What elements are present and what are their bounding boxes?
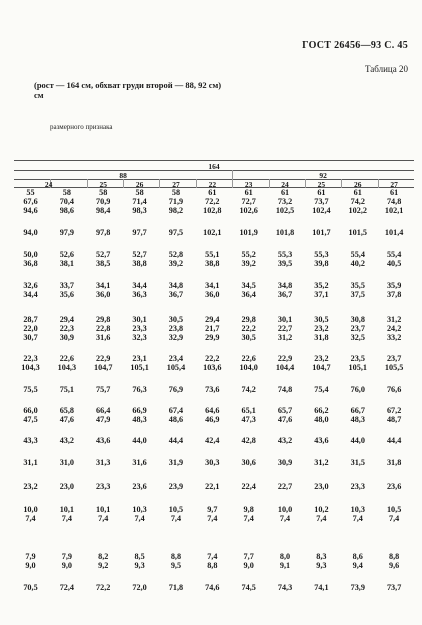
table-cell: 39,2 (168, 259, 184, 268)
table-cell: 10,3 (350, 505, 365, 514)
table-cell: 74,6 (205, 583, 220, 592)
table-cell: 66,7 (350, 406, 365, 415)
table-cell: 75,7 (96, 385, 111, 394)
table-cell: 72,2 (96, 583, 111, 592)
table-cell: 70,4 (59, 197, 75, 206)
table-cell: 97,7 (132, 228, 147, 237)
table-cell: 7,7 (243, 552, 254, 561)
table-cell: 72,2 (205, 197, 220, 206)
table-cell: 30,5 (314, 315, 329, 324)
table-cell: 104,4 (275, 363, 295, 372)
table-cell: 34,8 (168, 281, 184, 290)
table-cell: 58 (62, 188, 71, 197)
table-cell: 22,9 (277, 354, 293, 363)
table-cell: 36,0 (96, 290, 111, 299)
table-cell: 43,6 (96, 436, 111, 445)
table-cell: 30,9 (277, 458, 293, 467)
table-cell: 23,9 (168, 482, 184, 491)
table-cell: 8,3 (316, 552, 327, 561)
table-cell: 102,8 (203, 206, 222, 215)
table-cell: 30,5 (241, 333, 256, 342)
table-cell: 23,3 (350, 482, 365, 491)
table-cell: 50,0 (23, 250, 38, 259)
table-cell: 97,8 (96, 228, 111, 237)
table-cell: 9,1 (279, 561, 291, 570)
table-cell: 23,3 (132, 324, 147, 333)
table-cell: 10,1 (96, 505, 111, 514)
table-cell: 76,9 (168, 385, 184, 394)
table-cell: 52,7 (96, 250, 111, 259)
table-cell: 28,7 (23, 315, 38, 324)
table-cell: 105,5 (384, 363, 404, 372)
table-cell: 66,0 (23, 406, 38, 415)
table-cell: 7,4 (98, 514, 109, 523)
column-header: 27 (172, 180, 180, 189)
table-cell: 47,6 (277, 415, 293, 424)
table-cell: 38,8 (205, 259, 220, 268)
table-cell: 105,4 (166, 363, 186, 372)
table-cell: 47,5 (23, 415, 38, 424)
column-header: 24 (44, 180, 53, 189)
caption-line-1: (рост — 164 см, обхват груди второй — 88, 92 см) (34, 80, 222, 90)
table-cell: 32,6 (23, 281, 38, 290)
table-cell: 23,6 (386, 482, 402, 491)
table-cell: 29,8 (96, 315, 111, 324)
table-cell: 58 (171, 188, 181, 197)
table-cell: 9,5 (170, 561, 182, 570)
table-cell: 73,2 (277, 197, 293, 206)
table-cell: 61 (353, 188, 362, 197)
table-cell: 10,0 (277, 505, 293, 514)
table-cell: 101,5 (348, 228, 367, 237)
table-cell: 75,4 (314, 385, 329, 394)
table-cell: 74,5 (241, 583, 256, 592)
table-cell: 10,2 (314, 505, 329, 514)
table-cell: 8,8 (207, 561, 218, 570)
table-cell: 66,2 (314, 406, 329, 415)
table-cell: 73,6 (205, 385, 220, 394)
table-cell: 7,4 (389, 514, 400, 523)
table-cell: 44,0 (132, 436, 147, 445)
table-cell: 7,4 (207, 552, 218, 561)
table-cell: 29,4 (205, 315, 220, 324)
table-cell: 37,1 (314, 290, 329, 299)
table-cell: 23,5 (350, 354, 365, 363)
table-cell: 52,8 (168, 250, 184, 259)
table-cell: 97,9 (59, 228, 75, 237)
table-cell: 47,9 (96, 415, 111, 424)
table-cell: 55,3 (277, 250, 293, 259)
table-cell: 72,0 (132, 583, 147, 592)
table-cell: 74,2 (350, 197, 365, 206)
table-cell: 22,2 (205, 354, 220, 363)
table-cell: 23,1 (132, 354, 147, 363)
table-cell: 9,2 (98, 561, 109, 570)
table-cell: 31,8 (314, 333, 329, 342)
table-cell: 29,8 (241, 315, 256, 324)
table-cell: 22,8 (96, 324, 111, 333)
table-cell: 66,9 (132, 406, 147, 415)
table-cell: 58 (99, 188, 108, 197)
table-cell: 30,5 (168, 315, 184, 324)
table-cell: 55,1 (205, 250, 220, 259)
table-cell: 40,2 (350, 259, 365, 268)
table-cell: 74,1 (314, 583, 329, 592)
table-cell: 7,4 (134, 514, 145, 523)
table-cell: 65,7 (277, 406, 293, 415)
table-cell: 22,9 (96, 354, 111, 363)
table-cell: 34,1 (205, 281, 220, 290)
table-cell: 31,3 (96, 458, 111, 467)
table-cell: 103,6 (203, 363, 222, 372)
table-cell: 47,6 (59, 415, 75, 424)
table-cell: 34,5 (241, 281, 256, 290)
table-cell: 42,4 (205, 436, 220, 445)
table-cell: 73,9 (350, 583, 365, 592)
table-cell: 105,1 (130, 363, 149, 372)
table-cell: 102,1 (384, 206, 404, 215)
column-header: 25 (99, 180, 107, 189)
table-cell: 70,9 (96, 197, 111, 206)
table-cell: 35,2 (314, 281, 329, 290)
table-cell: 71,4 (132, 197, 147, 206)
table-cell: 52,7 (132, 250, 147, 259)
chest-group-header: 88 (119, 171, 127, 180)
table-cell: 55,3 (314, 250, 329, 259)
table-cell: 61 (317, 188, 326, 197)
table-cell: 32,9 (168, 333, 184, 342)
table-cell: 55,2 (241, 250, 256, 259)
table-cell: 30,8 (350, 315, 365, 324)
table-cell: 9,3 (134, 561, 145, 570)
table-cell: 7,4 (352, 514, 363, 523)
table-cell: 23,6 (132, 482, 147, 491)
table-cell: 102,2 (348, 206, 367, 215)
table-cell: 61 (390, 188, 399, 197)
table-cell: 43,2 (59, 436, 75, 445)
table-cell: 34,4 (23, 290, 38, 299)
table-cell: 31,1 (23, 458, 38, 467)
table-cell: 22,7 (277, 324, 293, 333)
table-cell: 10,3 (132, 505, 147, 514)
table-cell: 76,3 (132, 385, 147, 394)
table-cell: 104,3 (57, 363, 77, 372)
table-cell: 55 (26, 188, 35, 197)
column-header: 23 (244, 180, 253, 189)
table-cell: 23,3 (96, 482, 111, 491)
table-cell: 34,8 (277, 281, 293, 290)
table-cell: 48,3 (132, 415, 147, 424)
table-cell: 21,7 (205, 324, 220, 333)
table-cell: 30,3 (205, 458, 220, 467)
table-cell: 7,4 (243, 514, 254, 523)
table-cell: 22,4 (241, 482, 256, 491)
table-cell: 23,7 (386, 354, 402, 363)
table-cell: 38,8 (132, 259, 147, 268)
table-cell: 7,4 (316, 514, 327, 523)
table-cell: 38,1 (59, 259, 75, 268)
height-header: 164 (208, 162, 220, 171)
table-cell: 10,0 (23, 505, 38, 514)
table-cell: 31,0 (59, 458, 75, 467)
table-cell: 101,9 (239, 228, 258, 237)
table-number: Таблица 20 (365, 64, 408, 74)
table-cell: 24,2 (386, 324, 402, 333)
table-cell: 36,7 (168, 290, 184, 299)
table-cell: 39,8 (314, 259, 329, 268)
table-cell: 31,5 (350, 458, 365, 467)
table-cell: 36,7 (277, 290, 293, 299)
table-cell: 101,4 (384, 228, 404, 237)
table-cell: 39,2 (241, 259, 256, 268)
table-cell: 23,2 (314, 324, 329, 333)
table-cell: 73,7 (386, 583, 402, 592)
table-cell: 65,8 (59, 406, 75, 415)
table-cell: 29,9 (205, 333, 220, 342)
table-cell: 72,7 (241, 197, 256, 206)
column-header: 26 (354, 180, 362, 189)
table-cell: 42,8 (241, 436, 256, 445)
table-cell: 7,4 (207, 514, 218, 523)
table-cell: 8,6 (352, 552, 363, 561)
table-cell: 66,4 (96, 406, 111, 415)
table-cell: 104,7 (94, 363, 113, 372)
table-cell: 10,5 (386, 505, 402, 514)
table-caption (34, 80, 221, 100)
table-cell: 61 (244, 188, 253, 197)
table-cell: 35,5 (350, 281, 365, 290)
table-cell: 98,6 (59, 206, 75, 215)
table-cell: 23,8 (168, 324, 184, 333)
table-cell: 47,3 (241, 415, 256, 424)
table-cell: 102,6 (239, 206, 258, 215)
table-cell: 36,3 (132, 290, 147, 299)
table-cell: 98,4 (96, 206, 111, 215)
table-cell: 75,1 (59, 385, 75, 394)
table-cell: 23,0 (59, 482, 75, 491)
table-cell: 39,5 (277, 259, 293, 268)
table-cell: 67,6 (23, 197, 38, 206)
table-cell: 34,1 (96, 281, 111, 290)
table-cell: 55,4 (386, 250, 402, 259)
table-cell: 102,4 (312, 206, 331, 215)
table-cell: 35,6 (59, 290, 75, 299)
table-cell: 9,8 (243, 505, 254, 514)
table-cell: 104,3 (21, 363, 40, 372)
table-cell: 9,0 (243, 561, 254, 570)
table-cell: 65,1 (241, 406, 256, 415)
table-cell: 48,7 (386, 415, 402, 424)
table-cell: 74,8 (386, 197, 402, 206)
table-cell: 98,2 (168, 206, 184, 215)
table-cell: 74,8 (277, 385, 293, 394)
table-cell: 48,0 (314, 415, 329, 424)
table-rule-0 (14, 160, 414, 161)
table-cell: 71,9 (168, 197, 184, 206)
table-cell: 35,9 (386, 281, 402, 290)
table-cell: 23,4 (168, 354, 184, 363)
table-cell: 22,0 (23, 324, 38, 333)
table-cell: 23,0 (314, 482, 329, 491)
table-cell: 33,2 (386, 333, 402, 342)
table-cell: 36,4 (241, 290, 256, 299)
table-cell: 9,6 (389, 561, 400, 570)
table-cell: 36,0 (205, 290, 220, 299)
table-cell: 58 (135, 188, 144, 197)
table-cell: 22,3 (59, 324, 75, 333)
table-cell: 30,9 (59, 333, 75, 342)
table-cell: 31,6 (96, 333, 111, 342)
chest-group-header: 92 (319, 171, 327, 180)
table-cell: 29,4 (59, 315, 75, 324)
column-header: 27 (390, 180, 398, 189)
table-cell: 7,4 (279, 514, 291, 523)
table-cell: 7,9 (25, 552, 36, 561)
table-cell: 33,7 (59, 281, 75, 290)
table-cell: 34,4 (132, 281, 147, 290)
table-cell: 44,0 (350, 436, 365, 445)
table-cell: 23,7 (350, 324, 365, 333)
table-cell: 23,2 (314, 354, 329, 363)
table-cell: 22,7 (277, 482, 293, 491)
table-cell: 10,1 (59, 505, 75, 514)
table-cell: 8,5 (134, 552, 145, 561)
table-cell: 22,6 (59, 354, 75, 363)
table-cell: 74,3 (277, 583, 293, 592)
table-cell: 31,2 (277, 333, 293, 342)
table-cell: 48,6 (168, 415, 184, 424)
column-header: 24 (281, 180, 289, 189)
table-cell: 38,5 (96, 259, 111, 268)
table-cell: 10,5 (168, 505, 184, 514)
table-cell: 72,4 (59, 583, 75, 592)
table-cell: 31,2 (314, 458, 329, 467)
table-cell: 94,0 (23, 228, 38, 237)
table-cell: 76,6 (386, 385, 402, 394)
column-header: 26 (135, 180, 144, 189)
table-cell: 9,0 (25, 561, 36, 570)
table-cell: 30,1 (277, 315, 293, 324)
table-cell: 98,3 (132, 206, 147, 215)
table-cell: 37,5 (350, 290, 365, 299)
table-cell: 32,3 (132, 333, 147, 342)
table-cell: 9,0 (61, 561, 72, 570)
table-cell: 22,3 (23, 354, 38, 363)
table-cell: 8,8 (170, 552, 182, 561)
table-cell: 48,3 (350, 415, 365, 424)
page-header: ГОСТ 26456—93 С. 45 (302, 40, 408, 51)
table-cell: 9,4 (352, 561, 363, 570)
table-cell: 104,0 (239, 363, 258, 372)
table-cell: 71,8 (168, 583, 184, 592)
table-cell: 70,5 (23, 583, 38, 592)
table-cell: 102,5 (275, 206, 295, 215)
table-cell: 36,8 (23, 259, 38, 268)
caption-line-2: см (34, 90, 44, 100)
table-cell: 64,6 (205, 406, 220, 415)
table-cell: 7,4 (170, 514, 182, 523)
table-cell: 43,2 (277, 436, 293, 445)
table-cell: 105,1 (348, 363, 367, 372)
table-cell: 30,7 (23, 333, 38, 342)
row-label-header: размерного признака (50, 123, 113, 131)
table-cell: 7,9 (61, 552, 72, 561)
table-cell: 30,1 (132, 315, 147, 324)
table-cell: 7,4 (61, 514, 72, 523)
table-cell: 101,8 (275, 228, 295, 237)
table-cell: 9,7 (207, 505, 218, 514)
table-cell: 8,2 (98, 552, 109, 561)
table-cell: 52,6 (59, 250, 75, 259)
table-cell: 22,1 (205, 482, 220, 491)
table-cell: 76,0 (350, 385, 365, 394)
column-header: 25 (317, 180, 326, 189)
table-cell: 37,8 (386, 290, 402, 299)
table-cell: 102,1 (203, 228, 222, 237)
table-cell: 31,6 (132, 458, 147, 467)
table-cell: 61 (280, 188, 290, 197)
table-cell: 9,3 (316, 561, 327, 570)
table-cell: 101,7 (312, 228, 331, 237)
table-cell: 8,0 (279, 552, 291, 561)
table-cell: 22,2 (241, 324, 256, 333)
table-cell: 74,2 (241, 385, 256, 394)
table-cell: 22,6 (241, 354, 256, 363)
table-cell: 75,5 (23, 385, 38, 394)
column-header: 22 (208, 180, 217, 189)
table-cell: 43,6 (314, 436, 329, 445)
table-cell: 104,7 (312, 363, 331, 372)
table-cell: 73,7 (314, 197, 329, 206)
table-cell: 44,4 (168, 436, 184, 445)
table-cell: 44,4 (386, 436, 402, 445)
table-cell: 31,8 (386, 458, 402, 467)
table-cell: 94,6 (23, 206, 38, 215)
table-cell: 8,8 (389, 552, 400, 561)
table-cell: 30,6 (241, 458, 256, 467)
table-cell: 97,5 (168, 228, 184, 237)
table-cell: 43,3 (23, 436, 38, 445)
table-cell: 46,9 (205, 415, 220, 424)
table-cell: 40,5 (386, 259, 402, 268)
table-cell: 61 (208, 188, 217, 197)
table-cell: 31,9 (168, 458, 184, 467)
table-cell: 67,4 (168, 406, 184, 415)
table-cell: 55,4 (350, 250, 365, 259)
table-cell: 31,2 (386, 315, 402, 324)
table-cell: 67,2 (386, 406, 402, 415)
table-cell: 7,4 (25, 514, 36, 523)
table-cell: 32,5 (350, 333, 365, 342)
table-cell: 23,2 (23, 482, 38, 491)
